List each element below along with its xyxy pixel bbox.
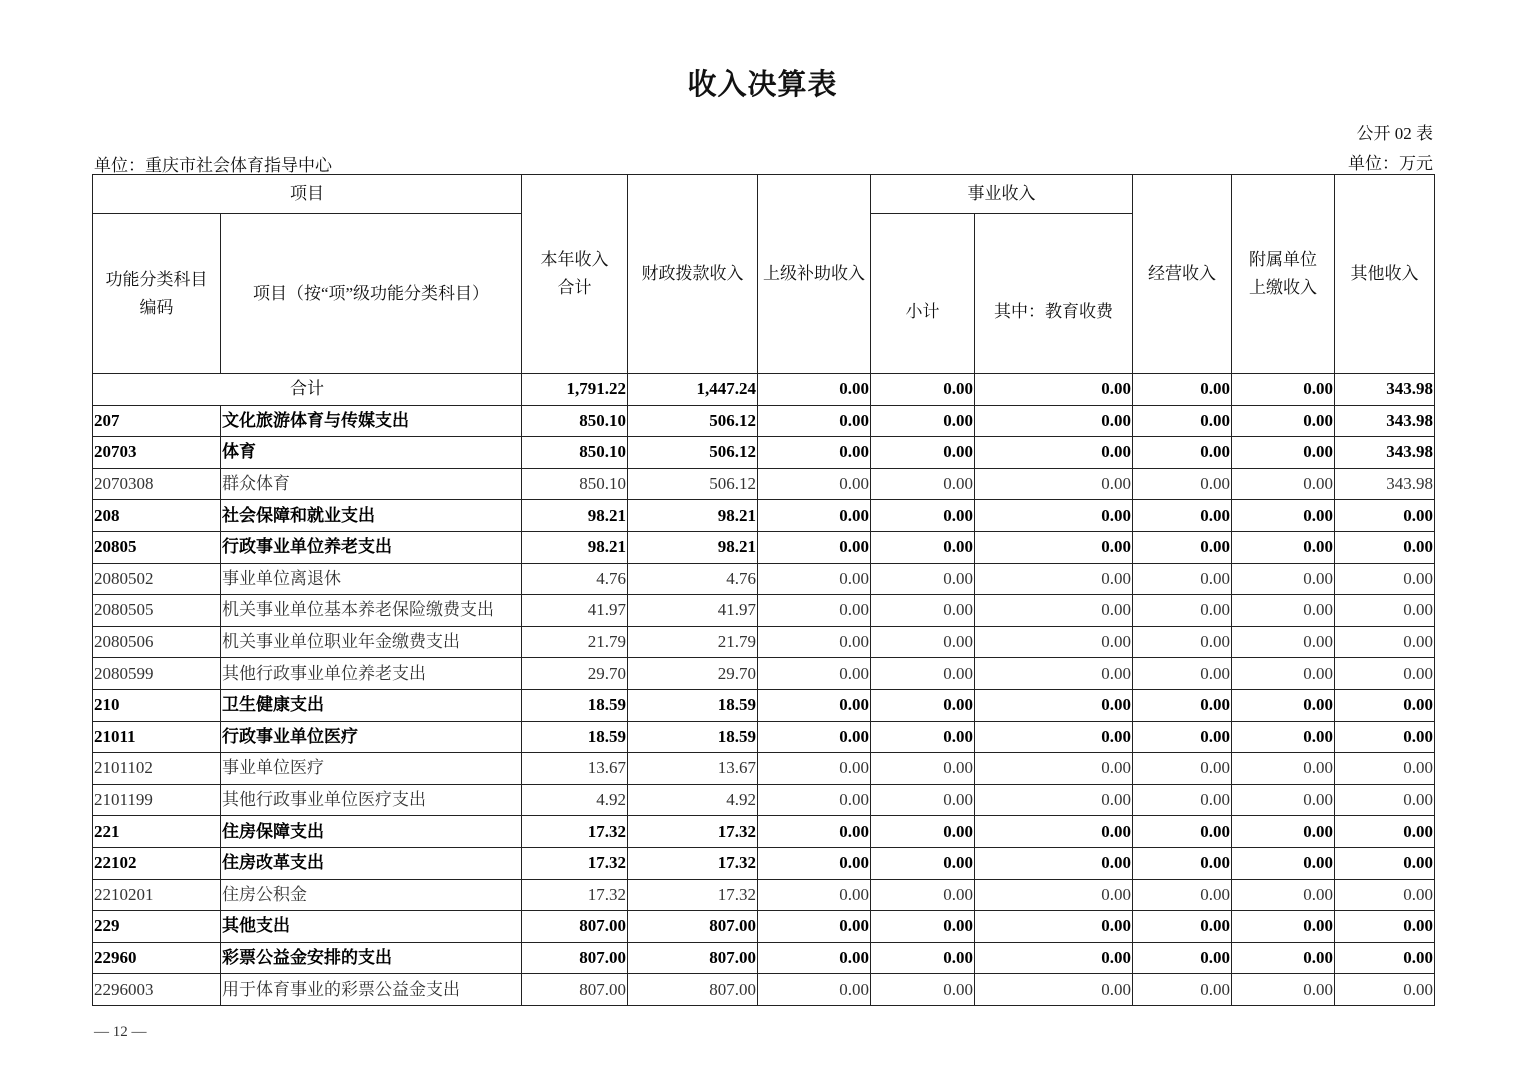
- total-row: [93, 374, 1435, 406]
- amount-cell: 0.00: [1232, 784, 1335, 816]
- amount-cell: 0.00: [871, 595, 975, 627]
- unit-currency: 单位：万元: [1348, 154, 1433, 173]
- subject-code: 2296003: [93, 974, 221, 1006]
- subject-name: 行政事业单位养老支出: [221, 531, 522, 563]
- subject-code: 2101102: [93, 753, 221, 785]
- subject-code: 2080502: [93, 563, 221, 595]
- amount-cell: 850.10: [522, 468, 628, 500]
- amount-cell: 0.00: [871, 563, 975, 595]
- amount-cell: 0.00: [1232, 942, 1335, 974]
- amount-cell: 807.00: [522, 974, 628, 1006]
- amount-cell: 0.00: [1335, 721, 1435, 753]
- amount-cell: 0.00: [758, 405, 871, 437]
- subject-code: 207: [93, 405, 221, 437]
- amount-cell: 0.00: [1335, 816, 1435, 848]
- amount-cell: 0.00: [871, 531, 975, 563]
- header-project: 项目: [93, 175, 522, 214]
- table-row: [93, 721, 1435, 753]
- page-number: — 12 —: [94, 1024, 147, 1040]
- amount-cell: 0.00: [1335, 879, 1435, 911]
- subject-name: 群众体育: [221, 468, 522, 500]
- header-row-1: [93, 175, 1435, 214]
- amount-cell: 0.00: [1232, 721, 1335, 753]
- amount-cell: 0.00: [1133, 689, 1232, 721]
- table-row: [93, 753, 1435, 785]
- subject-code: 229: [93, 911, 221, 943]
- subject-name: 住房改革支出: [221, 847, 522, 879]
- table-row: [93, 784, 1435, 816]
- subject-code: 221: [93, 816, 221, 848]
- amount-cell: 29.70: [522, 658, 628, 690]
- amount-cell: 0.00: [1335, 911, 1435, 943]
- table-row: [93, 531, 1435, 563]
- amount-cell: 0.00: [1133, 911, 1232, 943]
- amount-cell: 4.76: [522, 563, 628, 595]
- total-label: 合计: [93, 374, 522, 406]
- amount-cell: 0.00: [1232, 405, 1335, 437]
- subject-name: 住房公积金: [221, 879, 522, 911]
- subject-name: 其他行政事业单位医疗支出: [221, 784, 522, 816]
- table-row: [93, 405, 1435, 437]
- amount-cell: 0.00: [1232, 911, 1335, 943]
- amount-cell: 17.32: [522, 847, 628, 879]
- amount-cell: 0.00: [758, 689, 871, 721]
- table-row: [93, 626, 1435, 658]
- amount-cell: 0.00: [758, 468, 871, 500]
- amount-cell: 17.32: [628, 879, 758, 911]
- amount-cell: 0.00: [871, 816, 975, 848]
- table-row: [93, 500, 1435, 532]
- total-value: 1,447.24: [628, 374, 758, 406]
- header-fiscal: 财政拨款收入: [628, 175, 758, 374]
- amount-cell: 0.00: [758, 911, 871, 943]
- subject-code: 2210201: [93, 879, 221, 911]
- income-statement-table: [92, 174, 1435, 1006]
- subject-name: 文化旅游体育与传媒支出: [221, 405, 522, 437]
- amount-cell: 0.00: [1133, 595, 1232, 627]
- table-row: [93, 816, 1435, 848]
- header-other: 其他收入: [1335, 175, 1435, 374]
- amount-cell: 850.10: [522, 437, 628, 469]
- amount-cell: 4.92: [522, 784, 628, 816]
- amount-cell: 0.00: [975, 974, 1133, 1006]
- amount-cell: 0.00: [871, 847, 975, 879]
- amount-cell: 0.00: [975, 911, 1133, 943]
- amount-cell: 0.00: [1133, 405, 1232, 437]
- amount-cell: 343.98: [1335, 405, 1435, 437]
- amount-cell: 0.00: [758, 879, 871, 911]
- amount-cell: 0.00: [1335, 563, 1435, 595]
- amount-cell: 18.59: [522, 689, 628, 721]
- table-body: [93, 374, 1435, 1006]
- amount-cell: 0.00: [1133, 753, 1232, 785]
- subject-code: 22960: [93, 942, 221, 974]
- amount-cell: 506.12: [628, 468, 758, 500]
- amount-cell: 0.00: [975, 847, 1133, 879]
- amount-cell: 0.00: [975, 405, 1133, 437]
- amount-cell: 0.00: [758, 942, 871, 974]
- table-row: [93, 437, 1435, 469]
- amount-cell: 0.00: [871, 942, 975, 974]
- amount-cell: 0.00: [1335, 753, 1435, 785]
- amount-cell: 807.00: [628, 974, 758, 1006]
- amount-cell: 18.59: [628, 721, 758, 753]
- amount-cell: 98.21: [628, 500, 758, 532]
- header-code: 功能分类科目编码: [93, 214, 221, 374]
- amount-cell: 17.32: [628, 816, 758, 848]
- amount-cell: 0.00: [871, 784, 975, 816]
- amount-cell: 0.00: [1133, 468, 1232, 500]
- amount-cell: 0.00: [758, 816, 871, 848]
- header-operating: 经营收入: [1133, 175, 1232, 374]
- amount-cell: 0.00: [758, 437, 871, 469]
- subject-name: 体育: [221, 437, 522, 469]
- amount-cell: 0.00: [1133, 658, 1232, 690]
- amount-cell: 0.00: [758, 974, 871, 1006]
- amount-cell: 807.00: [628, 942, 758, 974]
- amount-cell: 4.92: [628, 784, 758, 816]
- amount-cell: 0.00: [1232, 847, 1335, 879]
- subject-code: 21011: [93, 721, 221, 753]
- amount-cell: 0.00: [871, 689, 975, 721]
- subject-code: 210: [93, 689, 221, 721]
- amount-cell: 0.00: [1133, 974, 1232, 1006]
- subject-name: 卫生健康支出: [221, 689, 522, 721]
- amount-cell: 0.00: [871, 405, 975, 437]
- unit-organization: 单位：重庆市社会体育指导中心: [94, 156, 332, 175]
- table-row: [93, 468, 1435, 500]
- subject-name: 社会保障和就业支出: [221, 500, 522, 532]
- amount-cell: 0.00: [975, 721, 1133, 753]
- amount-cell: 343.98: [1335, 468, 1435, 500]
- amount-cell: 98.21: [628, 531, 758, 563]
- amount-cell: 29.70: [628, 658, 758, 690]
- amount-cell: 0.00: [975, 500, 1133, 532]
- amount-cell: 0.00: [1133, 531, 1232, 563]
- amount-cell: 0.00: [1335, 658, 1435, 690]
- total-value: 0.00: [1133, 374, 1232, 406]
- amount-cell: 0.00: [1335, 942, 1435, 974]
- amount-cell: 0.00: [1133, 563, 1232, 595]
- subject-name: 机关事业单位职业年金缴费支出: [221, 626, 522, 658]
- amount-cell: 0.00: [758, 784, 871, 816]
- amount-cell: 0.00: [1232, 753, 1335, 785]
- total-value: 0.00: [1232, 374, 1335, 406]
- header-affiliated: 附属单位上缴收入: [1232, 175, 1335, 374]
- subject-code: 20703: [93, 437, 221, 469]
- amount-cell: 0.00: [758, 658, 871, 690]
- amount-cell: 0.00: [1232, 879, 1335, 911]
- amount-cell: 0.00: [1335, 689, 1435, 721]
- total-value: 0.00: [871, 374, 975, 406]
- amount-cell: 0.00: [1133, 437, 1232, 469]
- amount-cell: 0.00: [1335, 595, 1435, 627]
- subject-name: 机关事业单位基本养老保险缴费支出: [221, 595, 522, 627]
- amount-cell: 98.21: [522, 531, 628, 563]
- header-name: 项目（按“项”级功能分类科目）: [221, 214, 522, 374]
- amount-cell: 17.32: [522, 816, 628, 848]
- subject-name: 彩票公益金安排的支出: [221, 942, 522, 974]
- subject-name: 其他支出: [221, 911, 522, 943]
- table-row: [93, 847, 1435, 879]
- amount-cell: 0.00: [975, 784, 1133, 816]
- amount-cell: 0.00: [871, 468, 975, 500]
- amount-cell: 0.00: [975, 437, 1133, 469]
- amount-cell: 0.00: [975, 753, 1133, 785]
- amount-cell: 0.00: [871, 753, 975, 785]
- amount-cell: 0.00: [758, 595, 871, 627]
- subject-name: 住房保障支出: [221, 816, 522, 848]
- amount-cell: 98.21: [522, 500, 628, 532]
- subject-code: 20805: [93, 531, 221, 563]
- amount-cell: 0.00: [1232, 816, 1335, 848]
- amount-cell: 0.00: [758, 626, 871, 658]
- amount-cell: 0.00: [1335, 847, 1435, 879]
- total-value: 0.00: [758, 374, 871, 406]
- amount-cell: 0.00: [758, 721, 871, 753]
- amount-cell: 506.12: [628, 405, 758, 437]
- amount-cell: 0.00: [871, 437, 975, 469]
- total-value: 343.98: [1335, 374, 1435, 406]
- amount-cell: 0.00: [1335, 784, 1435, 816]
- amount-cell: 0.00: [1335, 626, 1435, 658]
- amount-cell: 0.00: [758, 563, 871, 595]
- amount-cell: 807.00: [522, 911, 628, 943]
- table-row: [93, 658, 1435, 690]
- amount-cell: 0.00: [871, 500, 975, 532]
- subject-code: 2080506: [93, 626, 221, 658]
- subject-name: 其他行政事业单位养老支出: [221, 658, 522, 690]
- amount-cell: 13.67: [522, 753, 628, 785]
- header-business-edu: 其中：教育收费: [975, 214, 1133, 374]
- amount-cell: 18.59: [628, 689, 758, 721]
- amount-cell: 17.32: [628, 847, 758, 879]
- amount-cell: 0.00: [1133, 721, 1232, 753]
- amount-cell: 0.00: [871, 626, 975, 658]
- amount-cell: 41.97: [522, 595, 628, 627]
- amount-cell: 0.00: [1232, 974, 1335, 1006]
- amount-cell: 21.79: [628, 626, 758, 658]
- subject-code: 2080599: [93, 658, 221, 690]
- amount-cell: 0.00: [975, 816, 1133, 848]
- amount-cell: 807.00: [522, 942, 628, 974]
- table-row: [93, 974, 1435, 1006]
- amount-cell: 0.00: [758, 500, 871, 532]
- amount-cell: 0.00: [871, 974, 975, 1006]
- amount-cell: 0.00: [1335, 974, 1435, 1006]
- amount-cell: 0.00: [975, 658, 1133, 690]
- header-business-group: 事业收入: [871, 175, 1133, 214]
- amount-cell: 0.00: [1133, 500, 1232, 532]
- amount-cell: 0.00: [871, 879, 975, 911]
- amount-cell: 0.00: [975, 563, 1133, 595]
- amount-cell: 0.00: [758, 531, 871, 563]
- subject-code: 208: [93, 500, 221, 532]
- amount-cell: 0.00: [1232, 531, 1335, 563]
- subject-name: 行政事业单位医疗: [221, 721, 522, 753]
- subject-name: 事业单位离退休: [221, 563, 522, 595]
- amount-cell: 0.00: [1133, 784, 1232, 816]
- amount-cell: 0.00: [975, 468, 1133, 500]
- amount-cell: 0.00: [1232, 689, 1335, 721]
- total-value: 1,791.22: [522, 374, 628, 406]
- table-row: [93, 563, 1435, 595]
- total-value: 0.00: [975, 374, 1133, 406]
- amount-cell: 0.00: [871, 721, 975, 753]
- table-row: [93, 911, 1435, 943]
- amount-cell: 0.00: [871, 658, 975, 690]
- subject-code: 2080505: [93, 595, 221, 627]
- table-row: [93, 595, 1435, 627]
- amount-cell: 850.10: [522, 405, 628, 437]
- amount-cell: 4.76: [628, 563, 758, 595]
- subject-name: 事业单位医疗: [221, 753, 522, 785]
- header-superior: 上级补助收入: [758, 175, 871, 374]
- amount-cell: 807.00: [628, 911, 758, 943]
- page-title: 收入决算表: [687, 69, 838, 101]
- amount-cell: 0.00: [1232, 468, 1335, 500]
- amount-cell: 0.00: [1232, 563, 1335, 595]
- amount-cell: 0.00: [975, 879, 1133, 911]
- amount-cell: 343.98: [1335, 437, 1435, 469]
- table-row: [93, 879, 1435, 911]
- amount-cell: 13.67: [628, 753, 758, 785]
- amount-cell: 0.00: [1335, 500, 1435, 532]
- subject-name: 用于体育事业的彩票公益金支出: [221, 974, 522, 1006]
- amount-cell: 0.00: [1232, 595, 1335, 627]
- amount-cell: 0.00: [1133, 942, 1232, 974]
- amount-cell: 17.32: [522, 879, 628, 911]
- amount-cell: 0.00: [975, 626, 1133, 658]
- amount-cell: 0.00: [975, 595, 1133, 627]
- amount-cell: 0.00: [975, 531, 1133, 563]
- form-number: 公开 02 表: [1356, 124, 1433, 143]
- amount-cell: 21.79: [522, 626, 628, 658]
- subject-code: 2070308: [93, 468, 221, 500]
- amount-cell: 41.97: [628, 595, 758, 627]
- amount-cell: 506.12: [628, 437, 758, 469]
- header-business-subtotal: 小计: [871, 214, 975, 374]
- amount-cell: 0.00: [1232, 500, 1335, 532]
- amount-cell: 0.00: [975, 689, 1133, 721]
- amount-cell: 0.00: [975, 942, 1133, 974]
- amount-cell: 0.00: [1232, 437, 1335, 469]
- amount-cell: 0.00: [1133, 847, 1232, 879]
- amount-cell: 0.00: [1133, 879, 1232, 911]
- amount-cell: 0.00: [1335, 531, 1435, 563]
- amount-cell: 18.59: [522, 721, 628, 753]
- table-row: [93, 942, 1435, 974]
- subject-code: 2101199: [93, 784, 221, 816]
- amount-cell: 0.00: [871, 911, 975, 943]
- amount-cell: 0.00: [1133, 816, 1232, 848]
- amount-cell: 0.00: [758, 847, 871, 879]
- table-row: [93, 689, 1435, 721]
- amount-cell: 0.00: [1133, 626, 1232, 658]
- amount-cell: 0.00: [1232, 658, 1335, 690]
- subject-code: 22102: [93, 847, 221, 879]
- amount-cell: 0.00: [758, 753, 871, 785]
- header-total: 本年收入合计: [522, 175, 628, 374]
- amount-cell: 0.00: [1232, 626, 1335, 658]
